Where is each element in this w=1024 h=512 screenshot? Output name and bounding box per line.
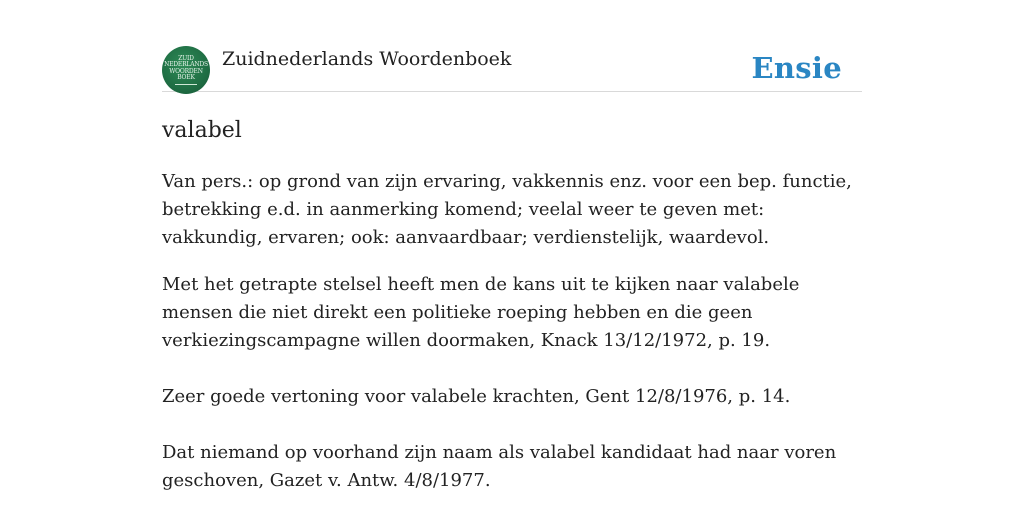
quote: Zeer goede vertoning voor valabele krachten, Gent 12/8/1976, p. 14. (162, 386, 791, 407)
quote: Dat niemand op voorhand zijn naam als valabel kandidaat had naar voren geschoven, Gazet v. Antw. 4/8/1977. (162, 442, 837, 491)
logo-line: BOEK (177, 74, 195, 81)
brand-logo[interactable]: Ensie (751, 51, 842, 85)
logo-line: NEDERLANDS (164, 61, 208, 68)
dictionary-title[interactable]: Zuidnederlands Woordenboek (222, 48, 512, 70)
dictionary-logo[interactable] (162, 46, 210, 94)
logo-line: ZUID (178, 54, 194, 62)
headword: valabel (162, 118, 242, 143)
logo-rule (175, 84, 197, 85)
header (162, 44, 862, 92)
definition: Van pers.: op grond van zijn ervaring, vakkennis enz. voor een bep. functie, betrekking e.d. in aanmerking komend; veelal weer te geven met: vakkundig, ervaren; ook: aanvaardbaar; verdienstelijk, waardevol. (162, 171, 852, 248)
logo-line: WOORDEN (169, 67, 203, 75)
quote: Met het getrapte stelsel heeft men de kans uit te kijken naar valabele mensen die niet direkt een politieke roeping hebben en die geen verkiezingscampagne willen doormaken, Knack 13/12/1972, p. 19. (162, 274, 800, 351)
entry-content (162, 168, 862, 512)
